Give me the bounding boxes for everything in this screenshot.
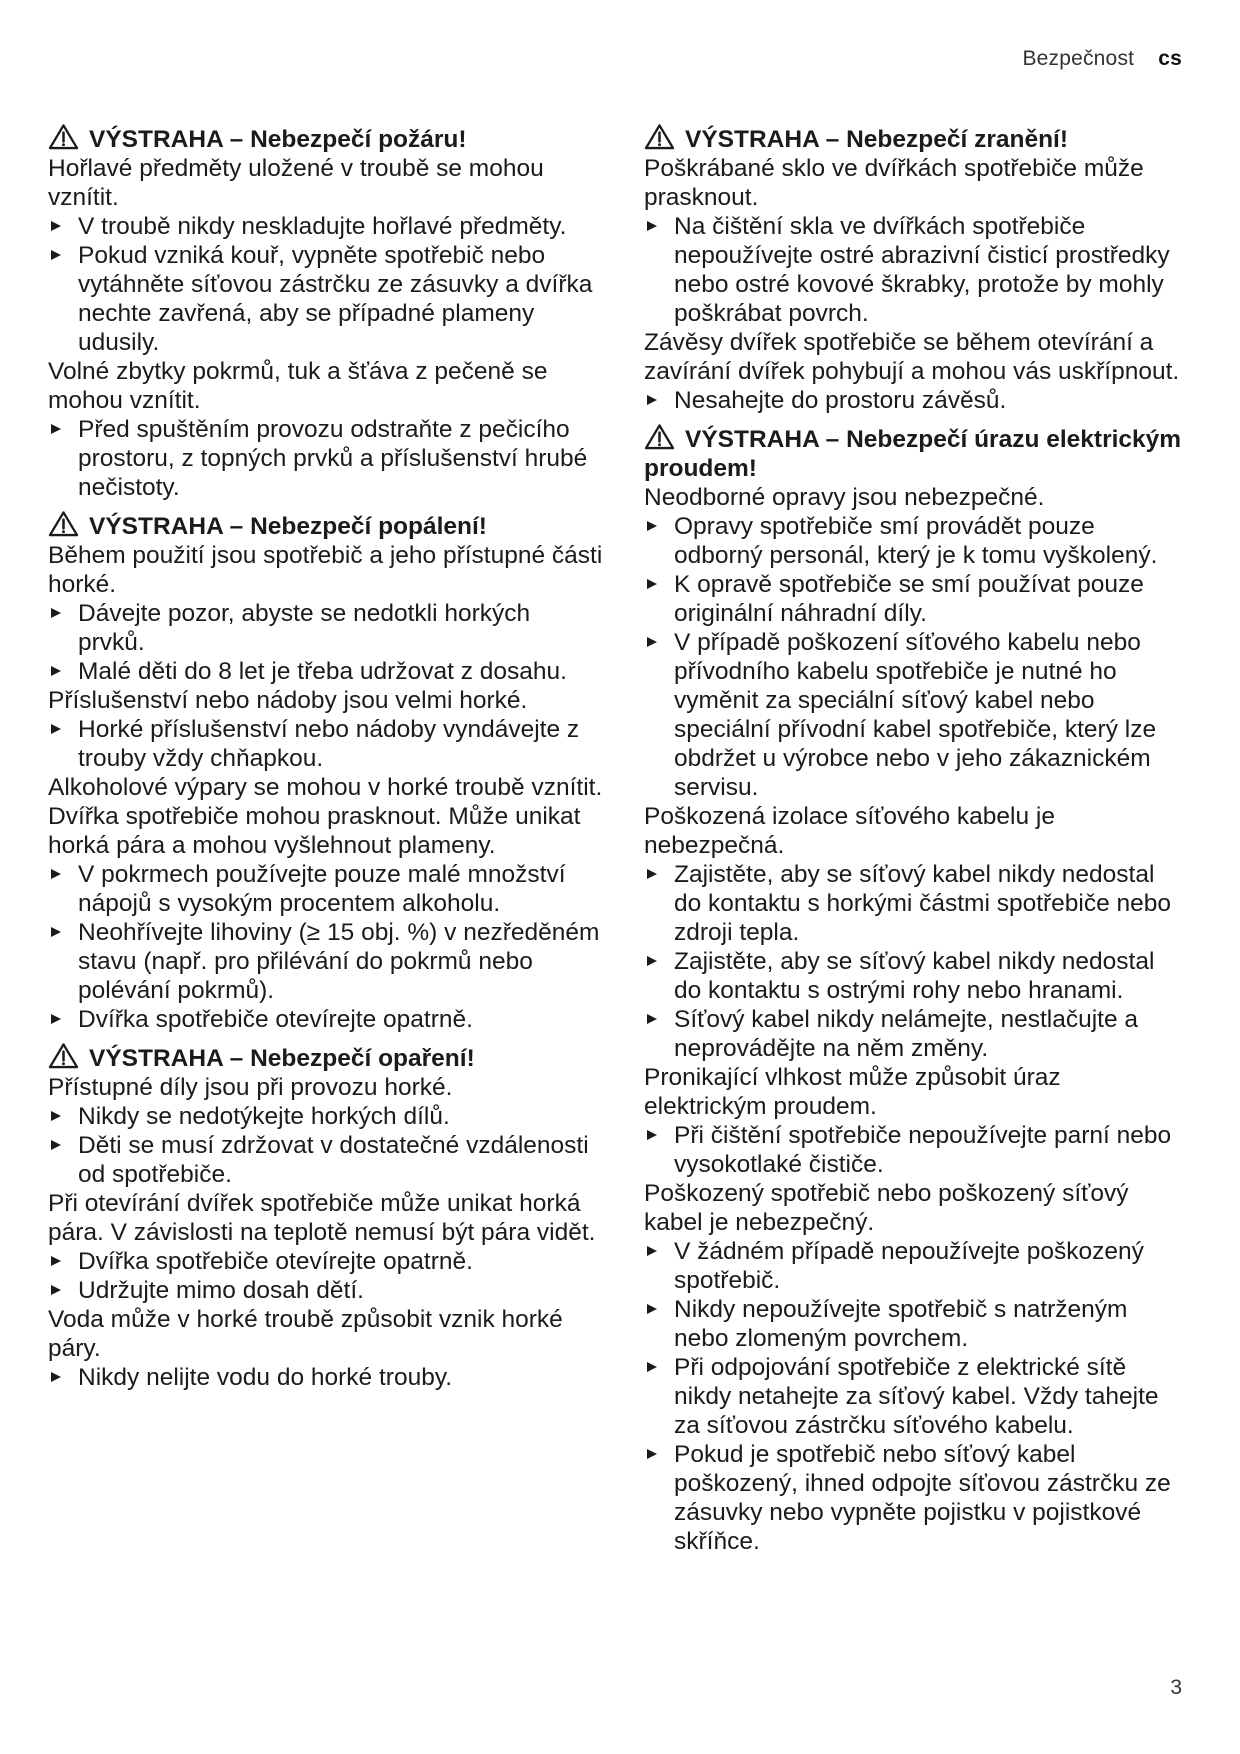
hazard-paragraph: Alkoholové výpary se mohou v horké troubě vznítit. Dvířka spotřebiče mohou prasknout. Může unikat horká pára a mohou vyšlehnout plameny. — [48, 774, 603, 859]
instruction-item: Před spuštěním provozu odstraňte z pečicího prostoru, z topných prvků a příslušenství hrubé nečistoty. — [48, 415, 603, 502]
hazard-paragraph: Přístupné díly jsou při provozu horké. — [48, 1074, 453, 1101]
instruction-item: Při odpojování spotřebiče z elektrické sítě nikdy netahejte za síťový kabel. Vždy tahejte za síťovou zástrčku síťového kabelu. — [644, 1353, 1184, 1440]
warning-heading-text: VÝSTRAHA – Nebezpečí požáru! — [89, 126, 467, 153]
instruction-item: Opravy spotřebiče smí provádět pouze odborný personál, který je k tomu vyškolený. — [644, 512, 1184, 570]
instruction-item: V troubě nikdy neskladujte hořlavé předměty. — [48, 212, 603, 241]
hazard-paragraph: Poškrábané sklo ve dvířkách spotřebiče může prasknout. — [644, 155, 1144, 211]
warning-block — [48, 1042, 603, 1392]
warning-heading — [644, 123, 1184, 154]
instruction-item: V žádném případě nepoužívejte poškozený spotřebič. — [644, 1237, 1184, 1295]
hazard-paragraph: Pronikající vlhkost může způsobit úraz elektrickým proudem. — [644, 1064, 1061, 1120]
page-header — [1022, 47, 1182, 71]
warning-triangle-icon — [644, 423, 675, 450]
language-code: cs — [1158, 47, 1182, 70]
instruction-item: Dvířka spotřebiče otevírejte opatrně. — [48, 1247, 603, 1276]
instruction-item: Děti se musí zdržovat v dostatečné vzdálenosti od spotřebiče. — [48, 1131, 603, 1189]
instruction-item: Na čištění skla ve dvířkách spotřebiče nepoužívejte ostré abrazivní čisticí prostředky nebo ostré kovové škrabky, protože by mohly poškrábat povrch. — [644, 212, 1184, 328]
instruction-item: K opravě spotřebiče se smí používat pouze originální náhradní díly. — [644, 570, 1184, 628]
warning-heading — [48, 123, 603, 154]
warning-triangle-icon — [48, 510, 79, 537]
instruction-item: Pokud je spotřebič nebo síťový kabel poškozený, ihned odpojte síťovou zástrčku ze zásuvky nebo vypněte pojistku v pojistkové skříňce. — [644, 1440, 1184, 1556]
hazard-paragraph: Volné zbytky pokrmů, tuk a šťáva z pečeně se mohou vznítit. — [48, 358, 548, 414]
instruction-item: Zajistěte, aby se síťový kabel nikdy nedostal do kontaktu s ostrými rohy nebo hranami. — [644, 947, 1184, 1005]
warning-block — [644, 423, 1184, 1556]
instruction-item: Nikdy nepoužívejte spotřebič s natrženým nebo zlomeným povrchem. — [644, 1295, 1184, 1353]
instruction-item: Nikdy nelijte vodu do horké trouby. — [48, 1363, 603, 1392]
hazard-paragraph: Příslušenství nebo nádoby jsou velmi horké. — [48, 687, 528, 714]
warning-block — [48, 510, 603, 1034]
warning-block — [48, 123, 603, 502]
warning-heading-text: VÝSTRAHA – Nebezpečí popálení! — [89, 513, 487, 540]
hazard-paragraph: Během použití jsou spotřebič a jeho přístupné části horké. — [48, 542, 603, 598]
hazard-paragraph: Voda může v horké troubě způsobit vznik horké páry. — [48, 1306, 563, 1362]
hazard-paragraph: Závěsy dvířek spotřebiče se během otevírání a zavírání dvířek pohybují a mohou vás uskřípnout. — [644, 329, 1180, 385]
hazard-paragraph: Poškozený spotřebič nebo poškozený síťový kabel je nebezpečný. — [644, 1180, 1129, 1236]
warning-heading-text: VÝSTRAHA – Nebezpečí opaření! — [89, 1045, 475, 1072]
hazard-paragraph: Poškozená izolace síťového kabelu je nebezpečná. — [644, 803, 1055, 859]
instruction-item: Nesahejte do prostoru závěsů. — [644, 386, 1184, 415]
warning-heading — [48, 510, 603, 541]
instruction-item: Malé děti do 8 let je třeba udržovat z dosahu. — [48, 657, 603, 686]
right-column — [644, 123, 1184, 1564]
warning-heading — [644, 423, 1184, 483]
instruction-item: V pokrmech používejte pouze malé množství nápojů s vysokým procentem alkoholu. — [48, 860, 603, 918]
instruction-item: V případě poškození síťového kabelu nebo přívodního kabelu spotřebiče je nutné ho vyměnit za speciální síťový kabel nebo speciální přívodní kabel spotřebiče, který lze obdržet u výrobce nebo v jeho zákaznickém servisu. — [644, 628, 1184, 802]
warning-triangle-icon — [48, 1042, 79, 1069]
warning-triangle-icon — [48, 123, 79, 150]
warning-block — [644, 123, 1184, 415]
instruction-item: Horké příslušenství nebo nádoby vyndávejte z trouby vždy chňapkou. — [48, 715, 603, 773]
instruction-item: Při čištění spotřebiče nepoužívejte parní nebo vysokotlaké čističe. — [644, 1121, 1184, 1179]
hazard-paragraph: Hořlavé předměty uložené v troubě se mohou vznítit. — [48, 155, 544, 211]
section-title: Bezpečnost — [1022, 47, 1135, 70]
instruction-item: Dávejte pozor, abyste se nedotkli horkých prvků. — [48, 599, 603, 657]
warning-heading — [48, 1042, 603, 1073]
instruction-item: Dvířka spotřebiče otevírejte opatrně. — [48, 1005, 603, 1034]
warning-heading-text: VÝSTRAHA – Nebezpečí úrazu elektrickým proudem! — [644, 426, 1182, 482]
hazard-paragraph: Neodborné opravy jsou nebezpečné. — [644, 484, 1045, 511]
instruction-item: Pokud vzniká kouř, vypněte spotřebič nebo vytáhněte síťovou zástrčku ze zásuvky a dvířka nechte zavřená, aby se případné plameny udusily. — [48, 241, 603, 357]
instruction-item: Udržujte mimo dosah dětí. — [48, 1276, 603, 1305]
instruction-item: Zajistěte, aby se síťový kabel nikdy nedostal do kontaktu s horkými částmi spotřebiče nebo zdroji tepla. — [644, 860, 1184, 947]
warning-triangle-icon — [644, 123, 675, 150]
instruction-item: Neohřívejte lihoviny (≥ 15 obj. %) v nezředěném stavu (např. pro přilévání do pokrmů nebo polévání pokrmů). — [48, 918, 603, 1005]
instruction-item: Nikdy se nedotýkejte horkých dílů. — [48, 1102, 603, 1131]
page-number: 3 — [1170, 1676, 1182, 1699]
hazard-paragraph: Při otevírání dvířek spotřebiče může unikat horká pára. V závislosti na teplotě nemusí být pára vidět. — [48, 1190, 596, 1246]
instruction-item: Síťový kabel nikdy nelámejte, nestlačujte a neprovádějte na něm změny. — [644, 1005, 1184, 1063]
left-column — [48, 123, 603, 1400]
warning-heading-text: VÝSTRAHA – Nebezpečí zranění! — [685, 126, 1069, 153]
